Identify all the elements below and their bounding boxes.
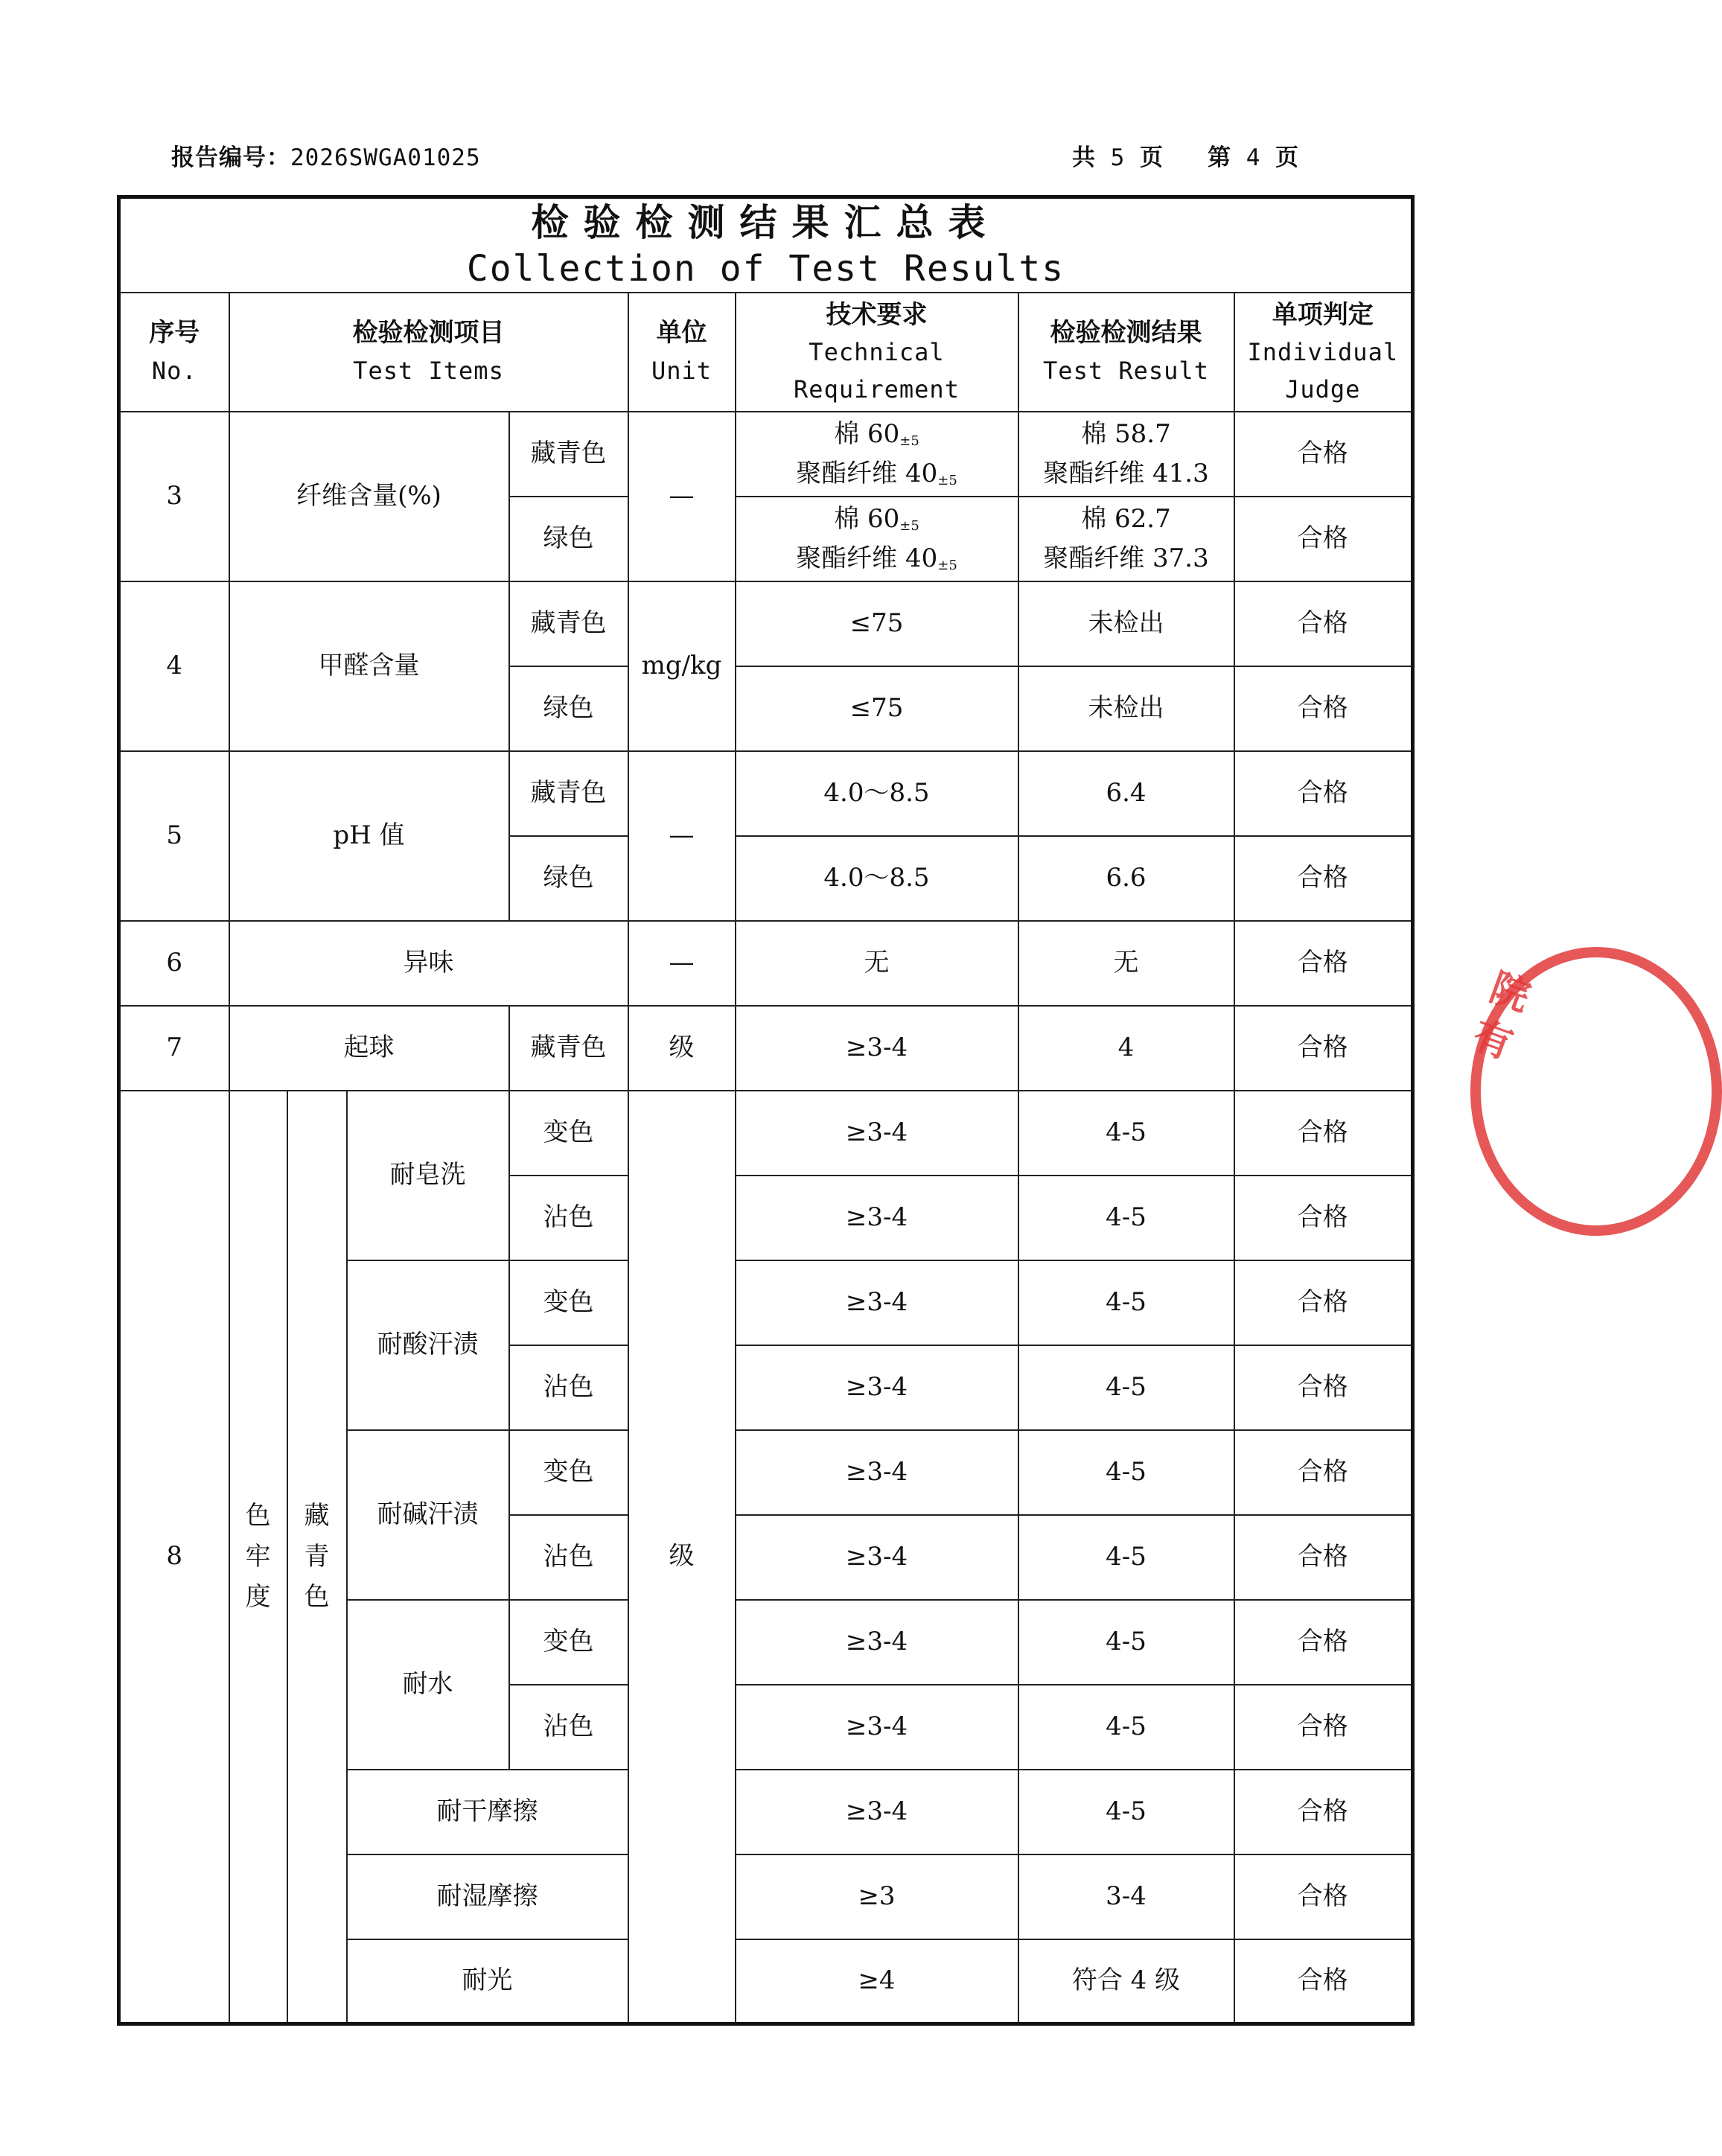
row-no: 3 [119, 412, 229, 581]
judge: 合格 [1234, 666, 1413, 751]
sample-color: 绿色 [509, 497, 628, 581]
unit: 级 [628, 1091, 736, 2024]
sub-item: 耐光 [347, 1939, 628, 2024]
result: 棉 58.7 聚酯纤维 41.3 [1018, 412, 1234, 497]
requirement: 4.0～8.5 [736, 751, 1018, 836]
judge: 合格 [1234, 1515, 1413, 1600]
table-row [119, 751, 1413, 836]
requirement: ≥3-4 [736, 1515, 1018, 1600]
requirement: ≥3-4 [736, 1091, 1018, 1176]
judge: 合格 [1234, 412, 1413, 497]
row-no: 6 [119, 921, 229, 1006]
sample-color: 藏青色 [509, 1006, 628, 1091]
aspect: 变色 [509, 1091, 628, 1176]
judge: 合格 [1234, 1176, 1413, 1260]
result: 3-4 [1018, 1854, 1234, 1939]
judge: 合格 [1234, 1854, 1413, 1939]
sub-item: 耐皂洗 [347, 1091, 509, 1260]
table-row [119, 921, 1413, 1006]
col-header-item: 检验检测项目 Test Items [229, 293, 628, 412]
aspect: 变色 [509, 1430, 628, 1515]
table-title: 检验检测结果汇总表 Collection of Test Results [119, 197, 1413, 293]
requirement: ≥3-4 [736, 1430, 1018, 1515]
result: 无 [1018, 921, 1234, 1006]
judge: 合格 [1234, 1091, 1413, 1176]
unit: 级 [628, 1006, 736, 1091]
aspect: 变色 [509, 1600, 628, 1685]
table-row [119, 1006, 1413, 1091]
result: 4-5 [1018, 1770, 1234, 1854]
item-name: pH 值 [229, 751, 509, 921]
sample-color: 绿色 [509, 666, 628, 751]
item-color: 藏青色 [287, 1091, 347, 2024]
sample-color: 绿色 [509, 836, 628, 921]
judge: 合格 [1234, 1939, 1413, 2024]
requirement: ≥4 [736, 1939, 1018, 2024]
row-no: 5 [119, 751, 229, 921]
result: 6.4 [1018, 751, 1234, 836]
sub-item: 耐碱汗渍 [347, 1430, 509, 1600]
row-no: 4 [119, 581, 229, 751]
requirement: ≥3-4 [736, 1600, 1018, 1685]
requirement: 4.0～8.5 [736, 836, 1018, 921]
result: 符合 4 级 [1018, 1939, 1234, 2024]
table-row [119, 581, 1413, 666]
sub-item: 耐湿摩擦 [347, 1854, 628, 1939]
aspect: 沾色 [509, 1685, 628, 1770]
requirement: ≥3-4 [736, 1260, 1018, 1345]
result: 4-5 [1018, 1600, 1234, 1685]
judge: 合格 [1234, 1345, 1413, 1430]
col-header-unit: 单位 Unit [628, 293, 736, 412]
result: 4-5 [1018, 1091, 1234, 1176]
table-row [119, 1091, 1413, 1176]
col-header-judge: 单项判定 Individual Judge [1234, 293, 1413, 412]
item-group: 色牢度 [229, 1091, 287, 2024]
result: 未检出 [1018, 581, 1234, 666]
unit: — [628, 921, 736, 1006]
judge: 合格 [1234, 1260, 1413, 1345]
sample-color: 藏青色 [509, 581, 628, 666]
sample-color: 藏青色 [509, 412, 628, 497]
requirement: ≤75 [736, 666, 1018, 751]
item-name: 异味 [229, 921, 628, 1006]
requirement: 棉 $60_{\pm 5}$ 聚酯纤维 $40_{\pm 5}$ [736, 497, 1018, 581]
item-name: 甲醛含量 [229, 581, 509, 751]
page-info: 共 5 页 第 4 页 [1072, 144, 1300, 171]
judge: 合格 [1234, 836, 1413, 921]
judge: 合格 [1234, 1685, 1413, 1770]
requirement: ≤75 [736, 581, 1018, 666]
judge: 合格 [1234, 1770, 1413, 1854]
item-name: 起球 [229, 1006, 509, 1091]
result: 棉 62.7 聚酯纤维 37.3 [1018, 497, 1234, 581]
row-no: 7 [119, 1006, 229, 1091]
result: 4-5 [1018, 1685, 1234, 1770]
judge: 合格 [1234, 497, 1413, 581]
judge: 合格 [1234, 581, 1413, 666]
requirement: ≥3-4 [736, 1006, 1018, 1091]
aspect: 沾色 [509, 1345, 628, 1430]
requirement: ≥3-4 [736, 1345, 1018, 1430]
requirement: 棉 $60_{\pm 5}$ 聚酯纤维 $40_{\pm 5}$ [736, 412, 1018, 497]
result: 未检出 [1018, 666, 1234, 751]
requirement: ≥3 [736, 1854, 1018, 1939]
requirement: ≥3-4 [736, 1176, 1018, 1260]
sub-item: 耐水 [347, 1600, 509, 1770]
unit: mg/kg [628, 581, 736, 751]
result: 6.6 [1018, 836, 1234, 921]
results-table [117, 195, 1415, 2026]
header-row [119, 293, 1413, 412]
sub-item: 耐干摩擦 [347, 1770, 628, 1854]
judge: 合格 [1234, 921, 1413, 1006]
aspect: 沾色 [509, 1515, 628, 1600]
result: 4-5 [1018, 1345, 1234, 1430]
seal-text: 院有 [1467, 965, 1536, 1068]
col-header-no: 序号 No. [119, 293, 229, 412]
item-name: 纤维含量(%) [229, 412, 509, 581]
result: 4-5 [1018, 1430, 1234, 1515]
result: 4-5 [1018, 1260, 1234, 1345]
col-header-result: 检验检测结果 Test Result [1018, 293, 1234, 412]
judge: 合格 [1234, 751, 1413, 836]
result: 4 [1018, 1006, 1234, 1091]
table-row [119, 412, 1413, 497]
col-header-requirement: 技术要求 Technical Requirement [736, 293, 1018, 412]
sub-item: 耐酸汗渍 [347, 1260, 509, 1430]
report-number: 报告编号：2026SWGA01025 [171, 144, 481, 171]
judge: 合格 [1234, 1430, 1413, 1515]
aspect: 沾色 [509, 1176, 628, 1260]
sample-color: 藏青色 [509, 751, 628, 836]
result: 4-5 [1018, 1176, 1234, 1260]
result: 4-5 [1018, 1515, 1234, 1600]
judge: 合格 [1234, 1006, 1413, 1091]
requirement: ≥3-4 [736, 1770, 1018, 1854]
aspect: 变色 [509, 1260, 628, 1345]
requirement: ≥3-4 [736, 1685, 1018, 1770]
judge: 合格 [1234, 1600, 1413, 1685]
requirement: 无 [736, 921, 1018, 1006]
unit: — [628, 751, 736, 921]
row-no: 8 [119, 1091, 229, 2024]
unit: — [628, 412, 736, 581]
